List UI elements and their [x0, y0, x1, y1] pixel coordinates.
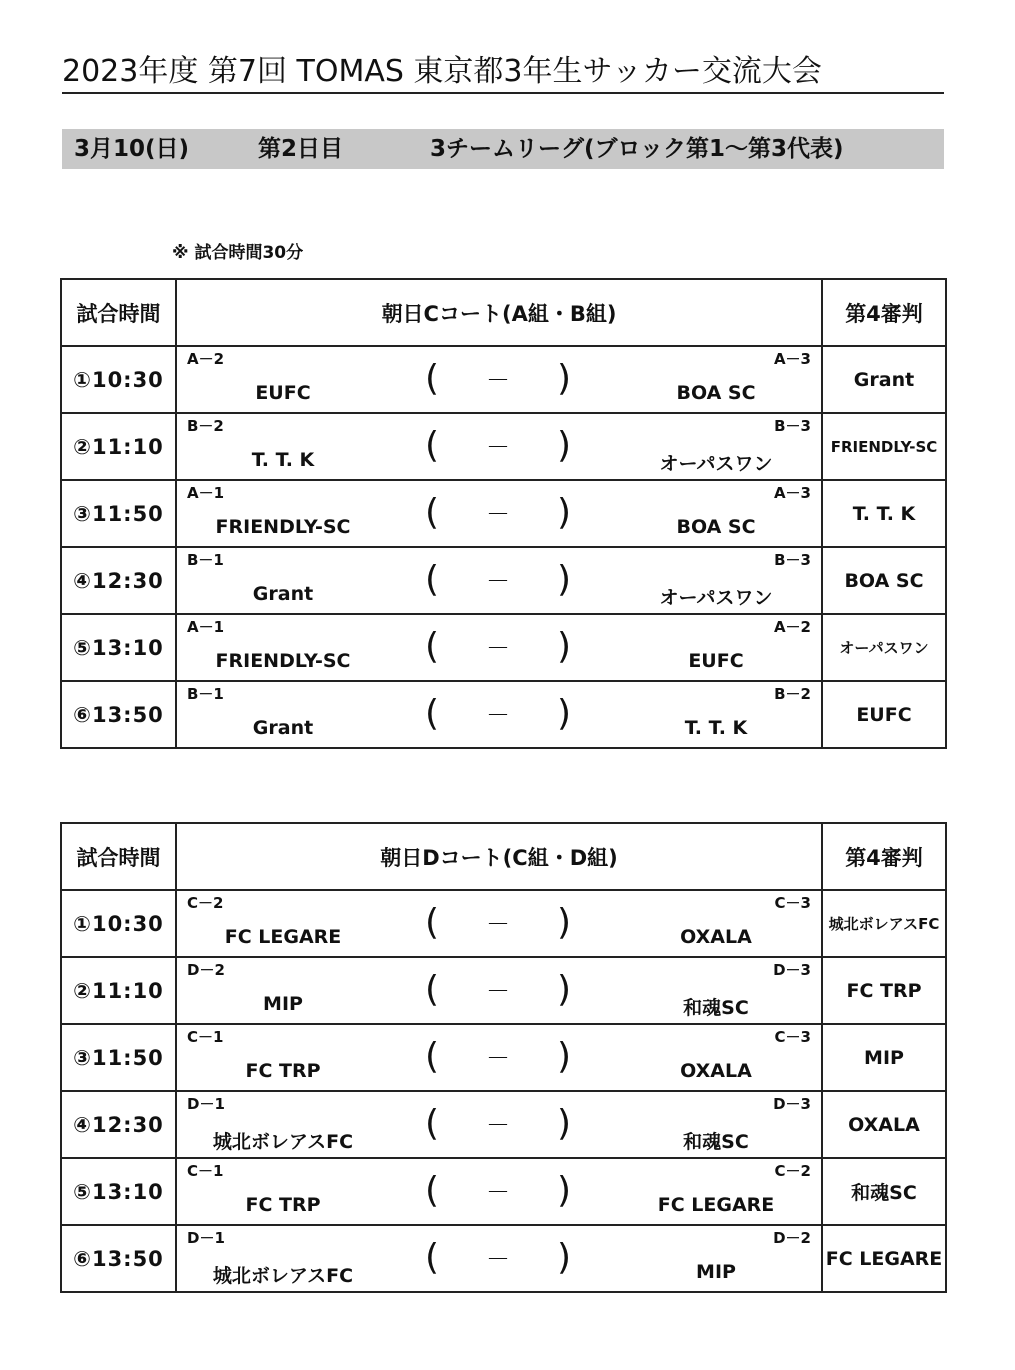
fourth-referee: MIP [822, 1024, 946, 1091]
home-code: C－1 [187, 1162, 224, 1180]
table-row [61, 547, 946, 614]
away-code: B－3 [774, 417, 811, 435]
match-date: 3月10(日) [74, 136, 190, 162]
match-time: ⑤13:10 [61, 1158, 176, 1225]
table-row [61, 1091, 946, 1158]
score-open-paren: ( [425, 559, 440, 600]
home-team: FC TRP [245, 1194, 321, 1216]
match-time: ①10:30 [61, 890, 176, 957]
table-row [61, 957, 946, 1024]
score-open-paren: ( [425, 693, 440, 734]
score-close-paren: ) [557, 1036, 572, 1077]
fourth-referee: EUFC [822, 681, 946, 748]
match-time: ②11:10 [61, 413, 176, 480]
subtitle-bar [62, 129, 944, 169]
match-time: ⑥13:50 [61, 1225, 176, 1292]
score-separator: － [486, 701, 510, 729]
fourth-referee: BOA SC [822, 547, 946, 614]
score-close-paren: ) [557, 425, 572, 466]
score-open-paren: ( [425, 358, 440, 399]
away-team: 和魂SC [683, 1131, 749, 1153]
score-separator: － [486, 910, 510, 938]
score-close-paren: ) [557, 902, 572, 943]
away-team: EUFC [688, 650, 744, 672]
score-open-paren: ( [425, 626, 440, 667]
score-separator: － [486, 1111, 510, 1139]
fourth-referee: オーパスワン [822, 614, 946, 681]
home-team: Grant [252, 717, 314, 739]
score-close-paren: ) [557, 1237, 572, 1278]
match-pair [176, 614, 822, 681]
score-close-paren: ) [557, 969, 572, 1010]
away-code: B－3 [774, 551, 811, 569]
match-pair [176, 547, 822, 614]
away-team: BOA SC [676, 382, 756, 404]
score-open-paren: ( [425, 1036, 440, 1077]
table-row [61, 614, 946, 681]
home-team: Grant [252, 583, 314, 605]
table-row [61, 1225, 946, 1292]
match-time: ⑥13:50 [61, 681, 176, 748]
match-pair [176, 1225, 822, 1292]
home-team: 城北ボレアスFC [212, 1131, 354, 1153]
away-team: オーパスワン [659, 587, 773, 609]
score-close-paren: ) [557, 492, 572, 533]
table-row [61, 681, 946, 748]
fourth-referee: Grant [822, 346, 946, 413]
home-code: D－1 [187, 1229, 225, 1247]
match-time: ④12:30 [61, 547, 176, 614]
match-time: ⑤13:10 [61, 614, 176, 681]
table-header-row [61, 279, 946, 346]
score-close-paren: ) [557, 626, 572, 667]
match-time: ④12:30 [61, 1091, 176, 1158]
score-separator: － [486, 500, 510, 528]
match-pair [176, 890, 822, 957]
score-separator: － [486, 567, 510, 595]
away-code: D－3 [773, 961, 811, 979]
match-pair [176, 346, 822, 413]
match-time: ②11:10 [61, 957, 176, 1024]
score-open-paren: ( [425, 1170, 440, 1211]
fourth-referee: FC TRP [822, 957, 946, 1024]
score-separator: － [486, 366, 510, 394]
away-team: FC LEGARE [657, 1194, 775, 1216]
schedule-table-court-d [60, 822, 947, 1293]
table-row [61, 413, 946, 480]
score-open-paren: ( [425, 425, 440, 466]
away-team: MIP [696, 1261, 736, 1283]
page-title: 2023年度 第7回 TOMAS 東京都3年生サッカー交流大会 [62, 52, 944, 94]
table-row [61, 1158, 946, 1225]
table-row [61, 890, 946, 957]
match-time: ③11:50 [61, 480, 176, 547]
fourth-referee: FC LEGARE [822, 1225, 946, 1292]
away-code: D－2 [773, 1229, 811, 1247]
fourth-referee: 城北ボレアスFC [822, 890, 946, 957]
away-team: OXALA [680, 926, 752, 948]
away-code: A－3 [773, 350, 811, 368]
away-team: BOA SC [676, 516, 756, 538]
home-code: B－2 [187, 417, 224, 435]
table-row [61, 346, 946, 413]
format-label: 3チームリーグ(ブロック第1～第3代表) [430, 136, 844, 162]
header-time: 試合時間 [61, 823, 176, 890]
home-team: FC LEGARE [224, 926, 342, 948]
fourth-referee: T. T. K [822, 480, 946, 547]
table-header-row [61, 823, 946, 890]
match-time: ③11:50 [61, 1024, 176, 1091]
away-code: C－3 [774, 1028, 811, 1046]
score-separator: － [486, 1044, 510, 1072]
header-referee: 第4審判 [822, 279, 946, 346]
score-close-paren: ) [557, 1103, 572, 1144]
home-team: 城北ボレアスFC [212, 1265, 354, 1287]
home-code: B－1 [187, 551, 224, 569]
away-code: C－2 [774, 1162, 811, 1180]
fourth-referee: OXALA [822, 1091, 946, 1158]
score-separator: － [486, 634, 510, 662]
home-team: FRIENDLY-SC [215, 650, 351, 672]
score-separator: － [486, 433, 510, 461]
score-close-paren: ) [557, 559, 572, 600]
match-pair [176, 1091, 822, 1158]
table-row [61, 480, 946, 547]
score-separator: － [486, 1245, 510, 1273]
match-pair [176, 480, 822, 547]
home-code: D－1 [187, 1095, 225, 1113]
home-code: A－1 [187, 484, 225, 502]
table-row [61, 1024, 946, 1091]
schedule-table-court-c [60, 278, 947, 749]
header-court: 朝日Cコート(A組・B組) [176, 279, 822, 346]
away-team: OXALA [680, 1060, 752, 1082]
match-duration-note: ※ 試合時間30分 [172, 243, 304, 263]
home-code: C－1 [187, 1028, 224, 1046]
home-code: B－1 [187, 685, 224, 703]
home-code: C－2 [187, 894, 224, 912]
home-team: FC TRP [245, 1060, 321, 1082]
home-team: T. T. K [251, 449, 315, 471]
score-close-paren: ) [557, 1170, 572, 1211]
away-code: A－2 [773, 618, 811, 636]
match-pair [176, 681, 822, 748]
score-open-paren: ( [425, 902, 440, 943]
home-code: A－1 [187, 618, 225, 636]
away-team: 和魂SC [683, 997, 749, 1019]
match-pair [176, 1158, 822, 1225]
fourth-referee: FRIENDLY-SC [822, 413, 946, 480]
match-pair [176, 413, 822, 480]
home-team: FRIENDLY-SC [215, 516, 351, 538]
score-open-paren: ( [425, 1103, 440, 1144]
away-code: D－3 [773, 1095, 811, 1113]
away-team: オーパスワン [659, 453, 773, 475]
day-label: 第2日目 [258, 136, 344, 162]
away-code: B－2 [774, 685, 811, 703]
home-code: D－2 [187, 961, 225, 979]
score-close-paren: ) [557, 358, 572, 399]
away-team: T. T. K [684, 717, 748, 739]
match-time: ①10:30 [61, 346, 176, 413]
score-open-paren: ( [425, 1237, 440, 1278]
home-team: MIP [263, 993, 303, 1015]
away-code: C－3 [774, 894, 811, 912]
match-pair [176, 1024, 822, 1091]
home-team: EUFC [255, 382, 311, 404]
fourth-referee: 和魂SC [822, 1158, 946, 1225]
score-separator: － [486, 1178, 510, 1206]
score-open-paren: ( [425, 492, 440, 533]
score-close-paren: ) [557, 693, 572, 734]
score-separator: － [486, 977, 510, 1005]
away-code: A－3 [773, 484, 811, 502]
header-time: 試合時間 [61, 279, 176, 346]
home-code: A－2 [187, 350, 225, 368]
score-open-paren: ( [425, 969, 440, 1010]
header-referee: 第4審判 [822, 823, 946, 890]
header-court: 朝日Dコート(C組・D組) [176, 823, 822, 890]
match-pair [176, 957, 822, 1024]
